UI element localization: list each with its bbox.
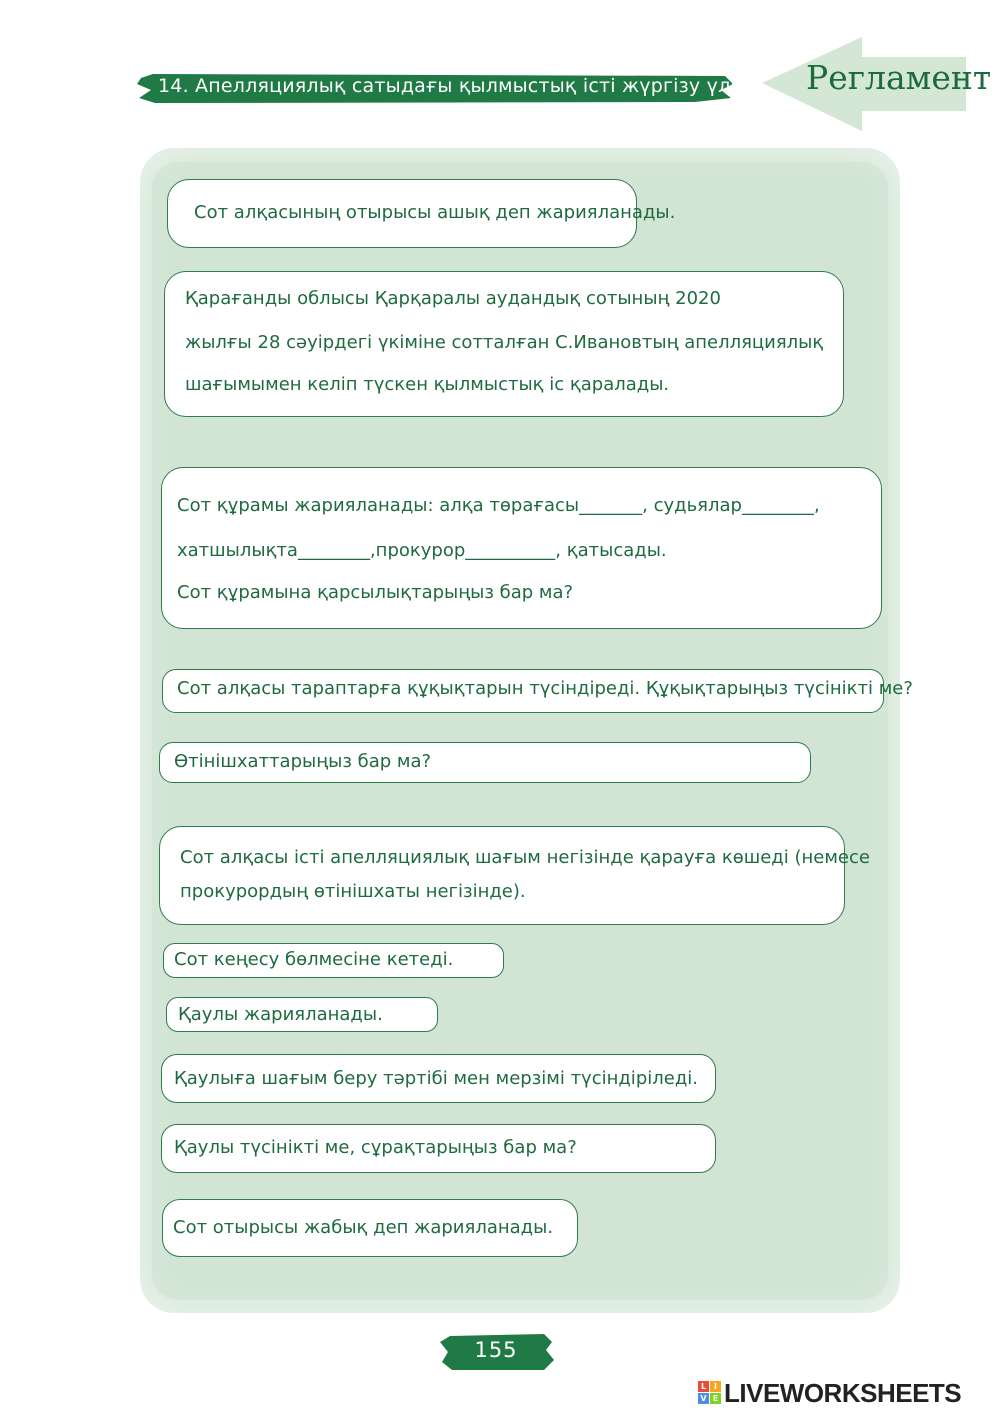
brand-name: LIVEWORKSHEETS bbox=[724, 1378, 962, 1408]
step-text: Сот құрамы жарияланады: алқа төрағасы_______, судьялар________, bbox=[177, 495, 820, 516]
step-box-8 bbox=[166, 997, 438, 1032]
step-text: Қаулы түсінікті ме, сұрақтарыңыз бар ма? bbox=[174, 1137, 577, 1158]
step-text: Сот құрамына қарсылықтарыңыз бар ма? bbox=[177, 582, 574, 603]
step-box-2 bbox=[164, 271, 844, 417]
step-text: шағымымен келіп түскен қылмыстық іс қаралады. bbox=[185, 374, 670, 395]
step-text: Сот отырысы жабық деп жарияланады. bbox=[173, 1217, 554, 1238]
step-box-9 bbox=[161, 1054, 716, 1103]
logo-letter-v: V bbox=[698, 1393, 709, 1404]
regulation-label: Регламент bbox=[806, 58, 992, 97]
brand-logo-icon bbox=[698, 1381, 722, 1405]
step-text: Өтінішхаттарыңыз бар ма? bbox=[174, 751, 432, 772]
step-text: Қаулы жарияланады. bbox=[178, 1004, 383, 1025]
step-box-4 bbox=[162, 669, 913, 713]
step-box-5 bbox=[159, 742, 811, 783]
step-text: Сот алқасының отырысы ашық деп жарияланады. bbox=[194, 202, 676, 223]
step-text: хатшылықта________,прокурор__________, қатысады. bbox=[177, 540, 667, 561]
step-text: жылғы 28 сәуірдегі үкіміне сотталған С.Ивановтың апелляциялық bbox=[185, 332, 824, 353]
step-box-11 bbox=[162, 1199, 578, 1257]
brand-watermark bbox=[698, 1378, 994, 1408]
step-text: прокурордың өтінішхаты негізінде). bbox=[180, 881, 526, 902]
step-text: Қаулыға шағым беру тәртібі мен мерзімі түсіндіріледі. bbox=[174, 1068, 698, 1089]
step-box-7 bbox=[163, 943, 504, 978]
step-text: Сот алқасы тараптарға құқықтарын түсіндіреді. Құқықтарыңыз түсінікті ме? bbox=[177, 678, 913, 699]
document-title: 14. Апелляциялық сатыдағы қылмыстық істі жүргізу үлгісі bbox=[158, 75, 763, 97]
step-text: Сот алқасы істі апелляциялық шағым негізінде қарауға көшеді (немесе bbox=[180, 847, 870, 868]
page-number: 155 bbox=[474, 1338, 518, 1362]
logo-letter-l: L bbox=[698, 1381, 709, 1392]
step-box-10 bbox=[161, 1124, 716, 1173]
logo-letter-i: I bbox=[710, 1381, 721, 1392]
step-text: Сот кеңесу бөлмесіне кетеді. bbox=[174, 949, 454, 970]
step-text: Қарағанды облысы Қарқаралы аудандық сотының 2020 bbox=[185, 288, 721, 309]
step-box-6 bbox=[159, 826, 870, 925]
step-box-3 bbox=[161, 467, 882, 629]
logo-letter-e: E bbox=[710, 1393, 721, 1404]
step-box-1 bbox=[167, 179, 676, 248]
